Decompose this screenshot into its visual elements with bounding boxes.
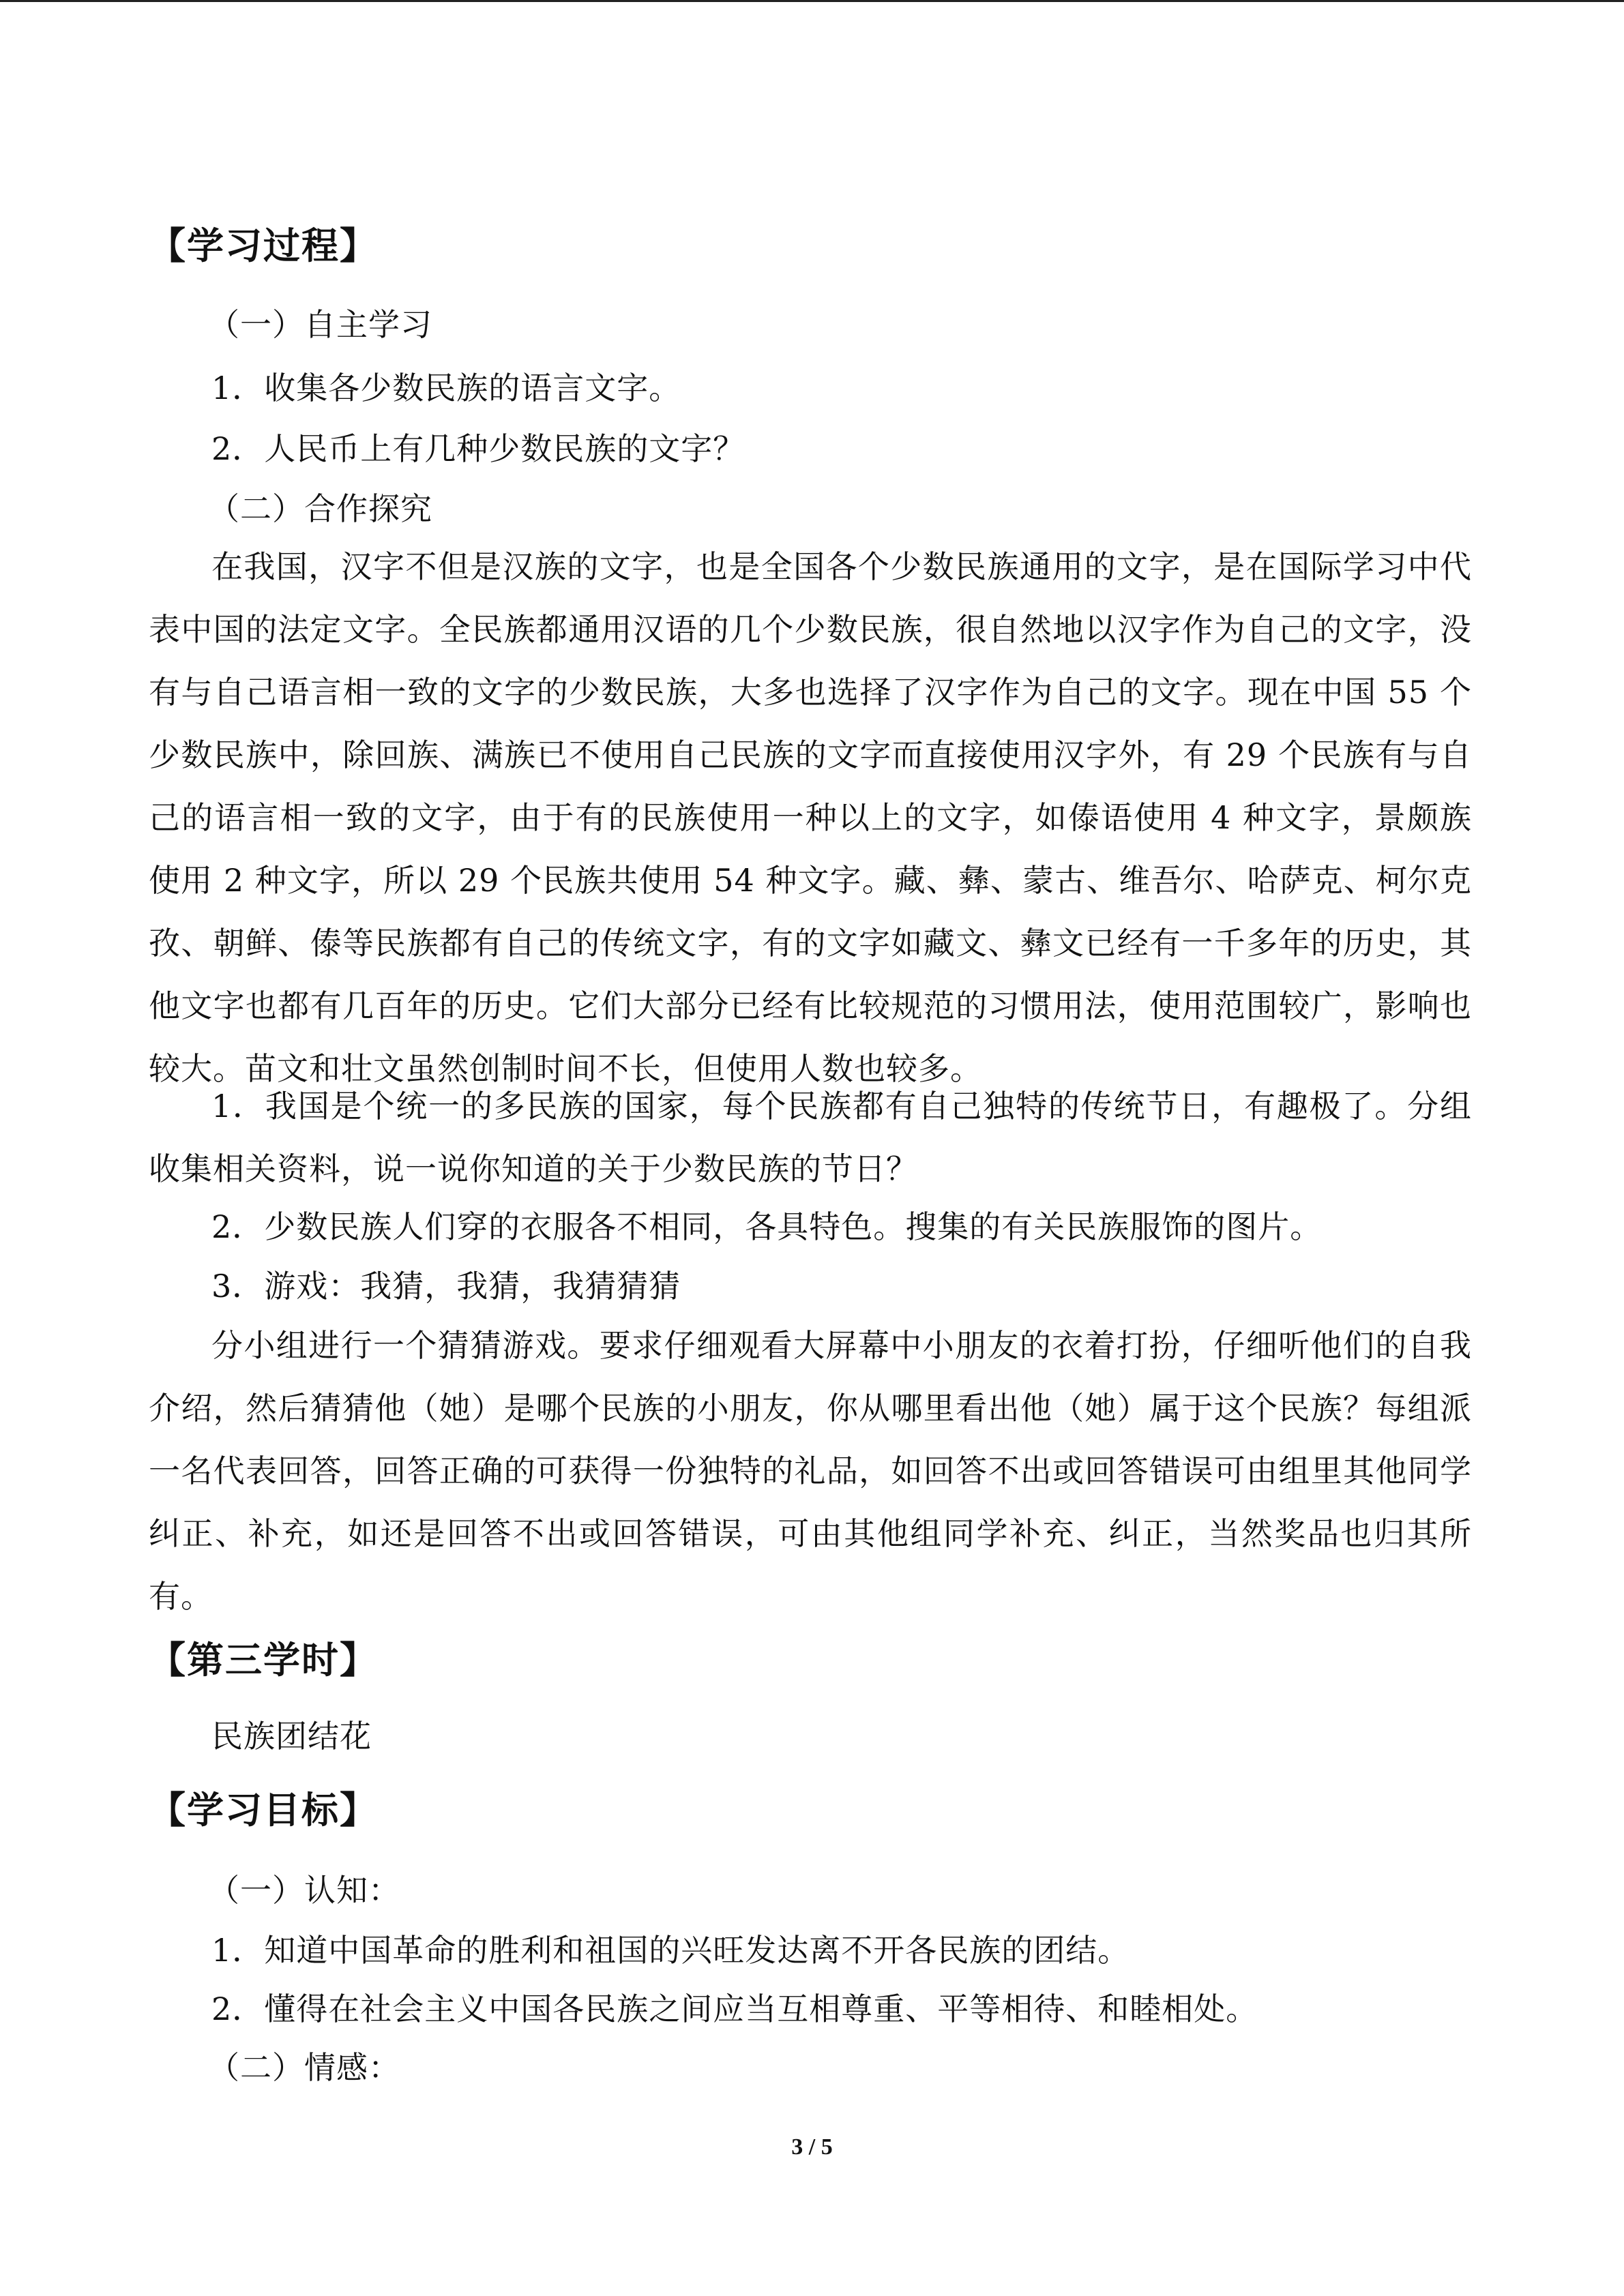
cooperative-item-2: 2．少数民族人们穿的衣服各不相同，各具特色。搜集的有关民族服饰的图片。 <box>211 1208 1323 1245</box>
self-study-item-1: 1．收集各少数民族的语言文字。 <box>211 370 681 406</box>
cognition-item-2: 2．懂得在社会主义中国各民族之间应当互相尊重、平等相待、和睦相处。 <box>211 1991 1258 2027</box>
cooperative-item-1: 1．我国是个统一的多民族的国家，每个民族都有自己独特的传统节日，有趣极了。分组收集相关资料，说一说你知道的关于少数民族的节日？ <box>149 1088 1472 1187</box>
cooperative-item-3: 3．游戏：我猜，我猜，我猜猜猜 <box>211 1268 681 1304</box>
cooperative-inquiry-paragraph: 在我国，汉字不但是汉族的文字，也是全国各个少数民族通用的文字，是在国际学习中代表中国的法定文字。全民族都通用汉语的几个少数民族，很自然地以汉字作为自己的文字，没有与自己语言相一致的文字的少数民族，大多也选择了汉字作为自己的文字。现在中国 55 个少数民族中，除回族、满族已不使用自己民族的文字而直接使用汉字外，有 29 个民族有与自己的语言相一致的文字，由于有的民族使用一种以上的文字，如傣语使用 4 种文字，景颇族使用 2 种文字，所以 29 个民族共使用 54 种文字。藏、彝、蒙古、维吾尔、哈萨克、柯尔克孜、朝鲜、傣等民族都有自己的传统文字，有的文字如藏文、彝文已经有一千多年的历史，其他文字也都有几百年的历史。它们大部分已经有比较规范的习惯用法，使用范围较广，影响也较大。苗文和壮文虽然创制时间不长，但使用人数也较多。 <box>149 548 1472 1087</box>
heading-third-period: 【第三学时】 <box>149 1639 378 1682</box>
cognition-item-1: 1．知道中国革命的胜利和祖国的兴旺发达离不开各民族的团结。 <box>211 1932 1130 1969</box>
heading-learning-goals: 【学习目标】 <box>149 1789 378 1832</box>
cooperative-inquiry-label: （二）合作探究 <box>208 490 432 527</box>
self-study-item-2: 2．人民币上有几种少数民族的文字？ <box>211 430 745 467</box>
game-paragraph: 分小组进行一个猜猜游戏。要求仔细观看大屏幕中小朋友的衣着打扮，仔细听他们的自我介绍，然后猜猜他（她）是哪个民族的小朋友，你从哪里看出他（她）属于这个民族？每组派一名代表回答，回答正确的可获得一份独特的礼品，如回答不出或回答错误可由组里其他同学纠正、补充，如还是回答不出或回答错误，可由其他组同学补充、纠正，当然奖品也归其所有。 <box>149 1327 1472 1615</box>
self-study-label: （一）自主学习 <box>208 306 432 343</box>
emotion-label: （二）情感： <box>208 2049 400 2086</box>
cognition-label: （一）认知： <box>208 1872 400 1909</box>
page-number: 3 / 5 <box>791 2134 833 2160</box>
heading-learning-process: 【学习过程】 <box>149 224 378 267</box>
third-period-title: 民族团结花 <box>211 1718 372 1755</box>
